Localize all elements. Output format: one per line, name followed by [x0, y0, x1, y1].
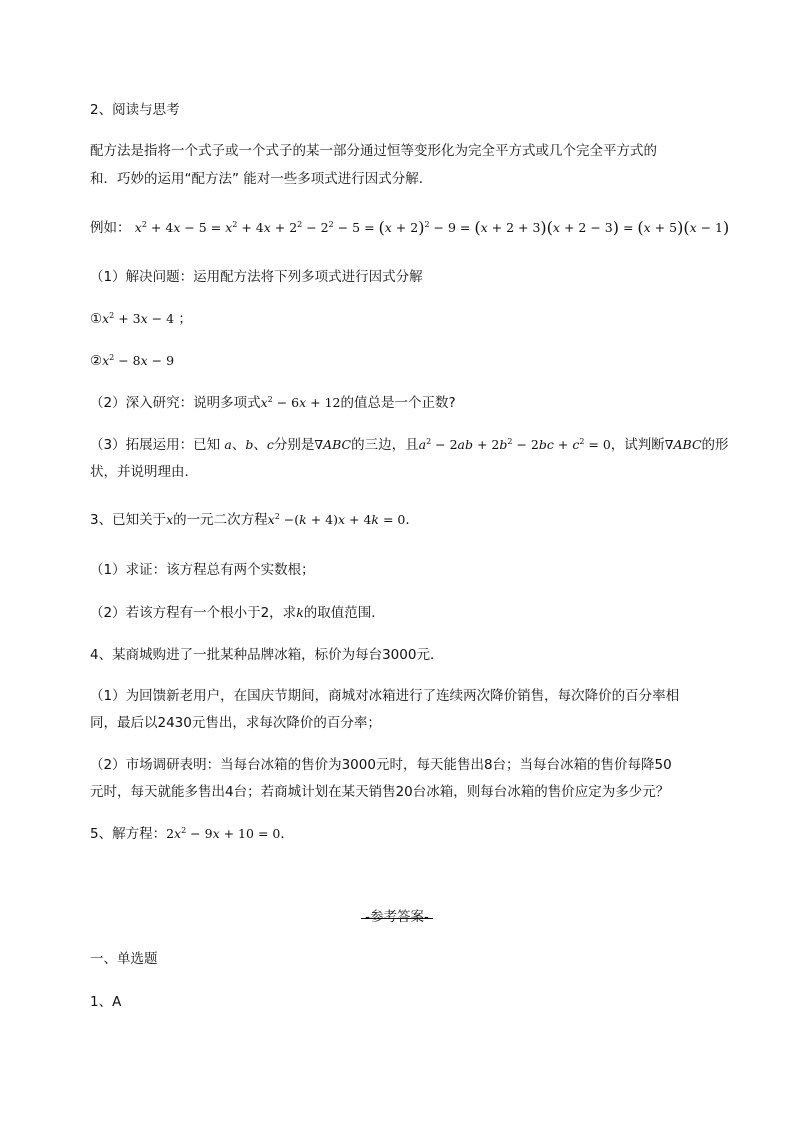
- q5-heading: [90, 825, 294, 843]
- q2-item2-formula: $x^2 - 8x - 9$: [102, 353, 175, 368]
- q3-part2-suffix: 的取值范围．: [303, 605, 385, 621]
- q3-end: ．: [405, 512, 419, 528]
- q4-part2-line2: 元时，每天就能多售出4台；若商城计划在某天销售20台冰箱，则每台冰箱的售价应定为多少元？: [90, 784, 670, 800]
- q2-item1-formula: $x^2 + 3x - 4$: [102, 311, 175, 326]
- q2-part3-line2: 状，并说明理由．: [90, 464, 198, 480]
- q5-prefix: 5、解方程：: [90, 826, 167, 842]
- q2-part3-mid: 分别是: [273, 437, 315, 453]
- q2-intro-line2: 和．巧妙的运用“配方法” 能对一些多项式进行因式分解．: [90, 171, 433, 187]
- q4-heading: 4、某商城购进了一批某种品牌冰箱，标价为每台3000元．: [90, 647, 444, 663]
- q2-part2-suffix: 的值总是一个正数?: [340, 395, 456, 411]
- q2-part3-mid2: 的三边，且: [351, 437, 419, 453]
- q2-intro-line1: 配方法是指将一个式子或一个式子的某一部分通过恒等变形化为完全平方式或几个完全平方式的: [90, 143, 657, 159]
- q2-part3-prefix: （3）拓展运用：已知: [90, 437, 221, 453]
- q2-example: [90, 219, 729, 237]
- q2-triangle-abc: ∇ABC: [314, 437, 352, 452]
- q2-part3-tail: ，试判断: [610, 437, 665, 453]
- q3-part2-prefix: （2）若该方程有一个根小于2，求: [90, 605, 297, 621]
- q4-part1-line1: （1）为回馈新老用户，在国庆节期间，商城对冰箱进行了连续两次降价销售，每次降价的百分率相: [90, 688, 680, 704]
- q3-heading: 3、已知关于x的一元二次方程$x^2 -(k + 4)x + 4k = 0$．: [90, 512, 419, 528]
- q2-triangle-abc-2: ∇ABC: [664, 437, 702, 452]
- q2-part3-end: 的形: [701, 437, 729, 453]
- q3-prefix: 3、已知关于: [90, 512, 167, 528]
- q2-part3-line1: （3）拓展运用：已知 a、b、c分别是∇ABC的三边，且$a^2 - 2ab + 2b^2 - 2bc + c^2 = 0$，试判断∇ABC的形: [90, 437, 729, 453]
- answers-item1: 1、A: [90, 994, 122, 1010]
- q3-part2: （2）若该方程有一个根小于2，求k的取值范围．: [90, 605, 385, 621]
- q5-end: ．: [280, 826, 294, 842]
- answers-title-wrap: [0, 908, 794, 926]
- q2-item1: $①x^2 + 3x - 4$ ；: [90, 311, 192, 327]
- q2-part2: [90, 394, 456, 412]
- q2-part3-formula: $a^2 - 2ab + 2b^2 - 2bc + c^2 = 0$: [418, 437, 611, 452]
- q2-part2-prefix: （2）深入研究：说明多项式: [90, 395, 261, 411]
- q2-example-label: 例如：: [90, 220, 131, 236]
- q2-item1-marker: ①: [90, 311, 103, 327]
- q4-part1-line2: 同，最后以2430元售出，求每次降价的百分率；: [90, 715, 381, 731]
- answers-section1: 一、单选题: [90, 951, 158, 967]
- q2-example-formula: $x^2 + 4x - 5 = x^2 + 4x + 2^2 - 2^2 - 5 = (x + 2)^2 - 9 = (x + 2 + 3)(x + 2 - 3) = (x + 5)(x - 1)$: [134, 218, 730, 237]
- q2-item2-marker: ②: [90, 353, 103, 369]
- q2-part1: （1）解决问题：运用配方法将下列多项式进行因式分解: [90, 269, 423, 285]
- q2-heading: 2、阅读与思考: [90, 102, 180, 118]
- q2-part3-sep1: 、: [231, 437, 246, 453]
- q5-equation: $2x^2 - 9x + 10 = 0$: [166, 826, 281, 841]
- answers-title: -参考答案-: [365, 909, 429, 925]
- q3-part1: （1）求证：该方程总有两个实数根；: [90, 562, 315, 578]
- q2-item2: [90, 352, 174, 370]
- q3-equation: $x^2 -(k + 4)x + 4k = 0$: [267, 512, 406, 527]
- q2-part3-sep2: 、: [253, 437, 267, 453]
- q3-mid: 的一元二次方程: [173, 512, 268, 528]
- q2-part2-formula: $x^2 - 6x + 12$: [260, 395, 341, 410]
- q4-part2-line1: （2）市场调研表明：当每台冰箱的售价为3000元时，每天能售出8台；当每台冰箱的售价每降50: [90, 757, 672, 773]
